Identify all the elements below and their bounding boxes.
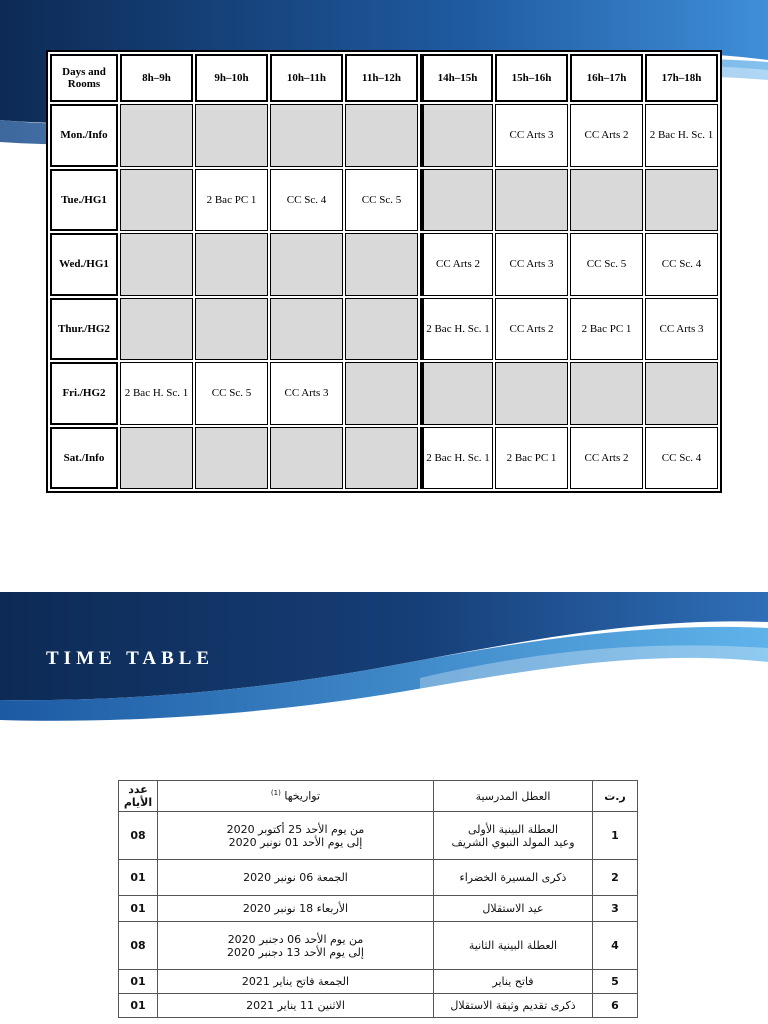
holiday-name: ذكرى المسيرة الخضراء xyxy=(434,860,593,896)
timetable-row xyxy=(50,169,718,232)
timetable-cell xyxy=(570,362,643,425)
day-label: Mon./Info xyxy=(50,104,118,167)
timetable-row xyxy=(50,427,718,490)
days-count: 01 xyxy=(119,994,158,1018)
timetable-cell: 2 Bac PC 1 xyxy=(570,298,643,361)
timetable-cell: CC Sc. 4 xyxy=(645,233,718,296)
holiday-dates: الجمعة فاتح يناير 2021 xyxy=(158,970,434,994)
timetable-cell: CC Sc. 4 xyxy=(645,427,718,490)
timetable-header-row xyxy=(50,54,718,102)
timetable-cell xyxy=(120,233,193,296)
timetable-row xyxy=(50,298,718,361)
holiday-dates: من يوم الأحد 25 أكتوبر 2020 إلى يوم الأحد 01 نونبر 2020 xyxy=(158,812,434,860)
timetable-cell xyxy=(120,104,193,167)
timetable-cell xyxy=(120,169,193,232)
row-number: 4 xyxy=(593,922,638,970)
days-count: 08 xyxy=(119,922,158,970)
timetable-cell: CC Arts 2 xyxy=(570,427,643,490)
timetable-cell xyxy=(195,298,268,361)
timetable-cell xyxy=(120,427,193,490)
timetable-cell: 2 Bac H. Sc. 1 xyxy=(120,362,193,425)
timetable-cell xyxy=(420,169,493,232)
slot-header: 17h–18h xyxy=(645,54,718,102)
slot-header: 9h–10h xyxy=(195,54,268,102)
timetable-cell: CC Arts 2 xyxy=(570,104,643,167)
slide-holidays xyxy=(0,592,768,1024)
weekly-timetable xyxy=(46,50,722,493)
day-label: Tue./HG1 xyxy=(50,169,118,232)
timetable-cell: CC Arts 2 xyxy=(495,298,568,361)
slide-title: TIME TABLE xyxy=(46,648,215,669)
corner-header: Days and Rooms xyxy=(50,54,118,102)
day-label: Fri./HG2 xyxy=(50,362,118,425)
timetable-cell: 2 Bac H. Sc. 1 xyxy=(420,427,493,490)
day-label: Thur./HG2 xyxy=(50,298,118,361)
holiday-name: فاتح يناير xyxy=(434,970,593,994)
school-holidays-table xyxy=(118,780,638,1018)
timetable-cell xyxy=(495,169,568,232)
timetable-cell xyxy=(345,104,418,167)
slot-header: 14h–15h xyxy=(420,54,493,102)
holiday-name: العطلة البينية الأولى وعيد المولد النبوي الشريف xyxy=(434,812,593,860)
row-number: 3 xyxy=(593,896,638,922)
timetable-cell: 2 Bac PC 1 xyxy=(195,169,268,232)
days-count: 08 xyxy=(119,812,158,860)
timetable-row xyxy=(50,362,718,425)
holiday-dates: الاثنين 11 يناير 2021 xyxy=(158,994,434,1018)
timetable-cell xyxy=(195,233,268,296)
timetable-cell xyxy=(270,104,343,167)
timetable-cell: CC Sc. 4 xyxy=(270,169,343,232)
table-row xyxy=(119,922,638,970)
timetable-cell: 2 Bac H. Sc. 1 xyxy=(645,104,718,167)
timetable-cell xyxy=(195,427,268,490)
holiday-name: عيد الاستقلال xyxy=(434,896,593,922)
timetable-cell: CC Arts 3 xyxy=(495,104,568,167)
timetable-cell: CC Sc. 5 xyxy=(195,362,268,425)
slot-header: 15h–16h xyxy=(495,54,568,102)
timetable-cell: CC Sc. 5 xyxy=(570,233,643,296)
timetable-cell xyxy=(570,169,643,232)
timetable-cell: 2 Bac H. Sc. 1 xyxy=(420,298,493,361)
slot-header: 10h–11h xyxy=(270,54,343,102)
holiday-name-header: العطل المدرسية xyxy=(434,781,593,812)
holiday-name: العطلة البينية الثانية xyxy=(434,922,593,970)
timetable-cell xyxy=(120,298,193,361)
row-number: 6 xyxy=(593,994,638,1018)
num-header: ر.ت xyxy=(593,781,638,812)
timetable-cell: CC Arts 2 xyxy=(420,233,493,296)
slot-header: 16h–17h xyxy=(570,54,643,102)
timetable-row xyxy=(50,104,718,167)
holiday-dates: الأربعاء 18 نونبر 2020 xyxy=(158,896,434,922)
holidays-header-row xyxy=(119,781,638,812)
timetable-row xyxy=(50,233,718,296)
row-number: 2 xyxy=(593,860,638,896)
timetable-cell xyxy=(270,233,343,296)
timetable-cell xyxy=(420,362,493,425)
timetable-cell xyxy=(345,427,418,490)
timetable-cell xyxy=(495,362,568,425)
table-row xyxy=(119,860,638,896)
table-row xyxy=(119,994,638,1018)
days-count: 01 xyxy=(119,860,158,896)
timetable-cell: CC Arts 3 xyxy=(645,298,718,361)
timetable-cell xyxy=(345,233,418,296)
timetable-cell xyxy=(645,362,718,425)
row-number: 5 xyxy=(593,970,638,994)
timetable-cell xyxy=(345,298,418,361)
timetable-cell: CC Sc. 5 xyxy=(345,169,418,232)
slot-header: 11h–12h xyxy=(345,54,418,102)
timetable-cell: 2 Bac PC 1 xyxy=(495,427,568,490)
timetable-cell xyxy=(270,298,343,361)
days-count: 01 xyxy=(119,896,158,922)
holiday-dates: الجمعة 06 نونبر 2020 xyxy=(158,860,434,896)
day-label: Wed./HG1 xyxy=(50,233,118,296)
slot-header: 8h–9h xyxy=(120,54,193,102)
timetable-cell xyxy=(195,104,268,167)
days-count-header: عدد الأيام xyxy=(119,781,158,812)
dates-header: تواريخها $^{(1)}$ xyxy=(158,781,434,812)
table-row xyxy=(119,812,638,860)
timetable-cell: CC Arts 3 xyxy=(495,233,568,296)
timetable-cell xyxy=(345,362,418,425)
timetable-cell xyxy=(645,169,718,232)
holiday-name: ذكرى تقديم وثيقة الاستقلال xyxy=(434,994,593,1018)
holiday-dates: من يوم الأحد 06 دجنبر 2020 إلى يوم الأحد 13 دجنبر 2020 xyxy=(158,922,434,970)
table-row xyxy=(119,896,638,922)
timetable-cell xyxy=(420,104,493,167)
day-label: Sat./Info xyxy=(50,427,118,490)
days-count: 01 xyxy=(119,970,158,994)
row-number: 1 xyxy=(593,812,638,860)
timetable-cell: CC Arts 3 xyxy=(270,362,343,425)
table-row xyxy=(119,970,638,994)
timetable-cell xyxy=(270,427,343,490)
